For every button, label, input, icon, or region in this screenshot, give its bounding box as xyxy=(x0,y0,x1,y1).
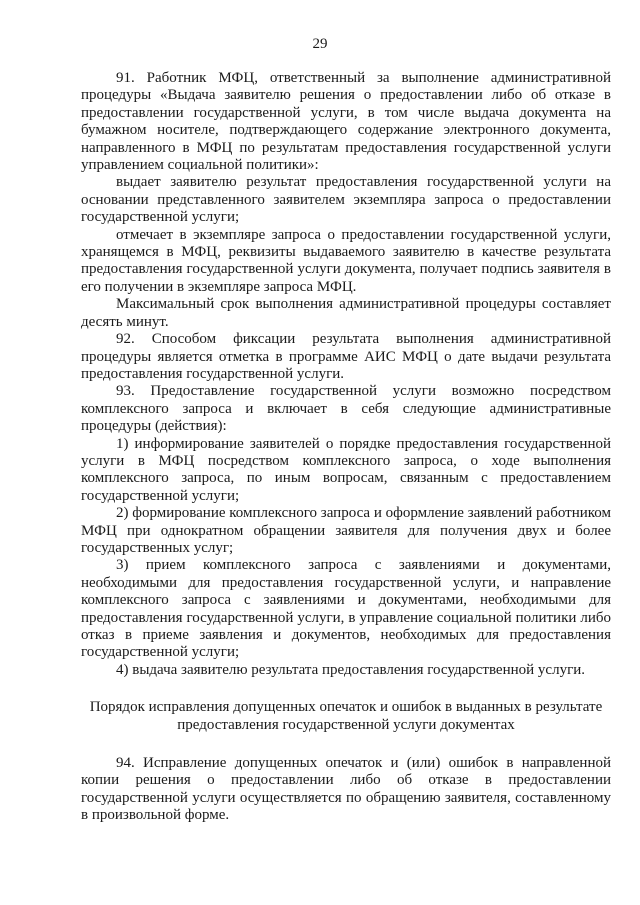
paragraph-91-deadline: Максимальный срок выполнения административной процедуры составляет десять минут. xyxy=(81,296,611,330)
paragraph-94: 94. Исправление допущенных опечаток и (или) ошибок в направленной копии решения о предоставлении либо об отказе в предоставлении государственной услуги осуществляется по обращению заявителя, составленному в произвольной форме. xyxy=(81,755,611,824)
paragraph-91-mark: отмечает в экземпляре запроса о предоставлении государственной услуги, хранящемся в МФЦ, реквизиты выдаваемого заявителю в качестве результата предоставления государственной услуги документа, получает подпись заявителя в его получении в экземпляре запроса МФЦ. xyxy=(81,226,611,295)
paragraph-91: 91. Работник МФЦ, ответственный за выполнение административной процедуры «Выдача заявителю решения о предоставлении либо об отказе в предоставлении государственной услуги, в том числе выдача документа на бумажном носителе, подтверждающего содержание электронного документа, направленного в МФЦ по результатам предоставления государственной услуги управлением социальной политики»: xyxy=(81,70,611,174)
paragraph-93-item-4: 4) выдача заявителю результата предоставления государственной услуги. xyxy=(116,661,585,678)
paragraph-91-issue: выдает заявителю результат предоставления государственной услуги на основании представленного заявителем экземпляра запроса о предоставлении государственной услуги; xyxy=(81,174,611,226)
paragraph-92: 92. Способом фиксации результата выполнения административной процедуры является отметка в программе АИС МФЦ о дате выдачи результата предоставления государственной услуги. xyxy=(81,331,611,382)
section-heading: Порядок исправления допущенных опечаток и ошибок в выданных в результате предоставления государственной услуги документах xyxy=(89,699,603,733)
document-body xyxy=(81,70,611,825)
page-number: 29 xyxy=(312,36,328,52)
paragraph-93-item-3: 3) прием комплексного запроса с заявлениями и документами, необходимыми для предоставления государственной услуги, и направление комплексного запроса с заявлениями и документами, необходимыми для предоставления государственной услуги, в управление социальной политики либо отказ в приеме заявления и документов, необходимых для предоставления государственной услуги; xyxy=(81,557,611,661)
paragraph-93-item-1: 1) информирование заявителей о порядке предоставления государственной услуги в МФЦ посредством комплексного запроса, о ходе выполнения комплексного запроса, по иным вопросам, связанным с предоставлением государственной услуги; xyxy=(81,435,611,504)
paragraph-93: 93. Предоставление государственной услуги возможно посредством комплексного запроса и включает в себя следующие административные процедуры (действия): xyxy=(81,383,611,435)
paragraph-93-item-2: 2) формирование комплексного запроса и оформление заявлений работником МФЦ при однократном обращении заявителя для получения двух и более государственных услуг; xyxy=(81,505,611,556)
